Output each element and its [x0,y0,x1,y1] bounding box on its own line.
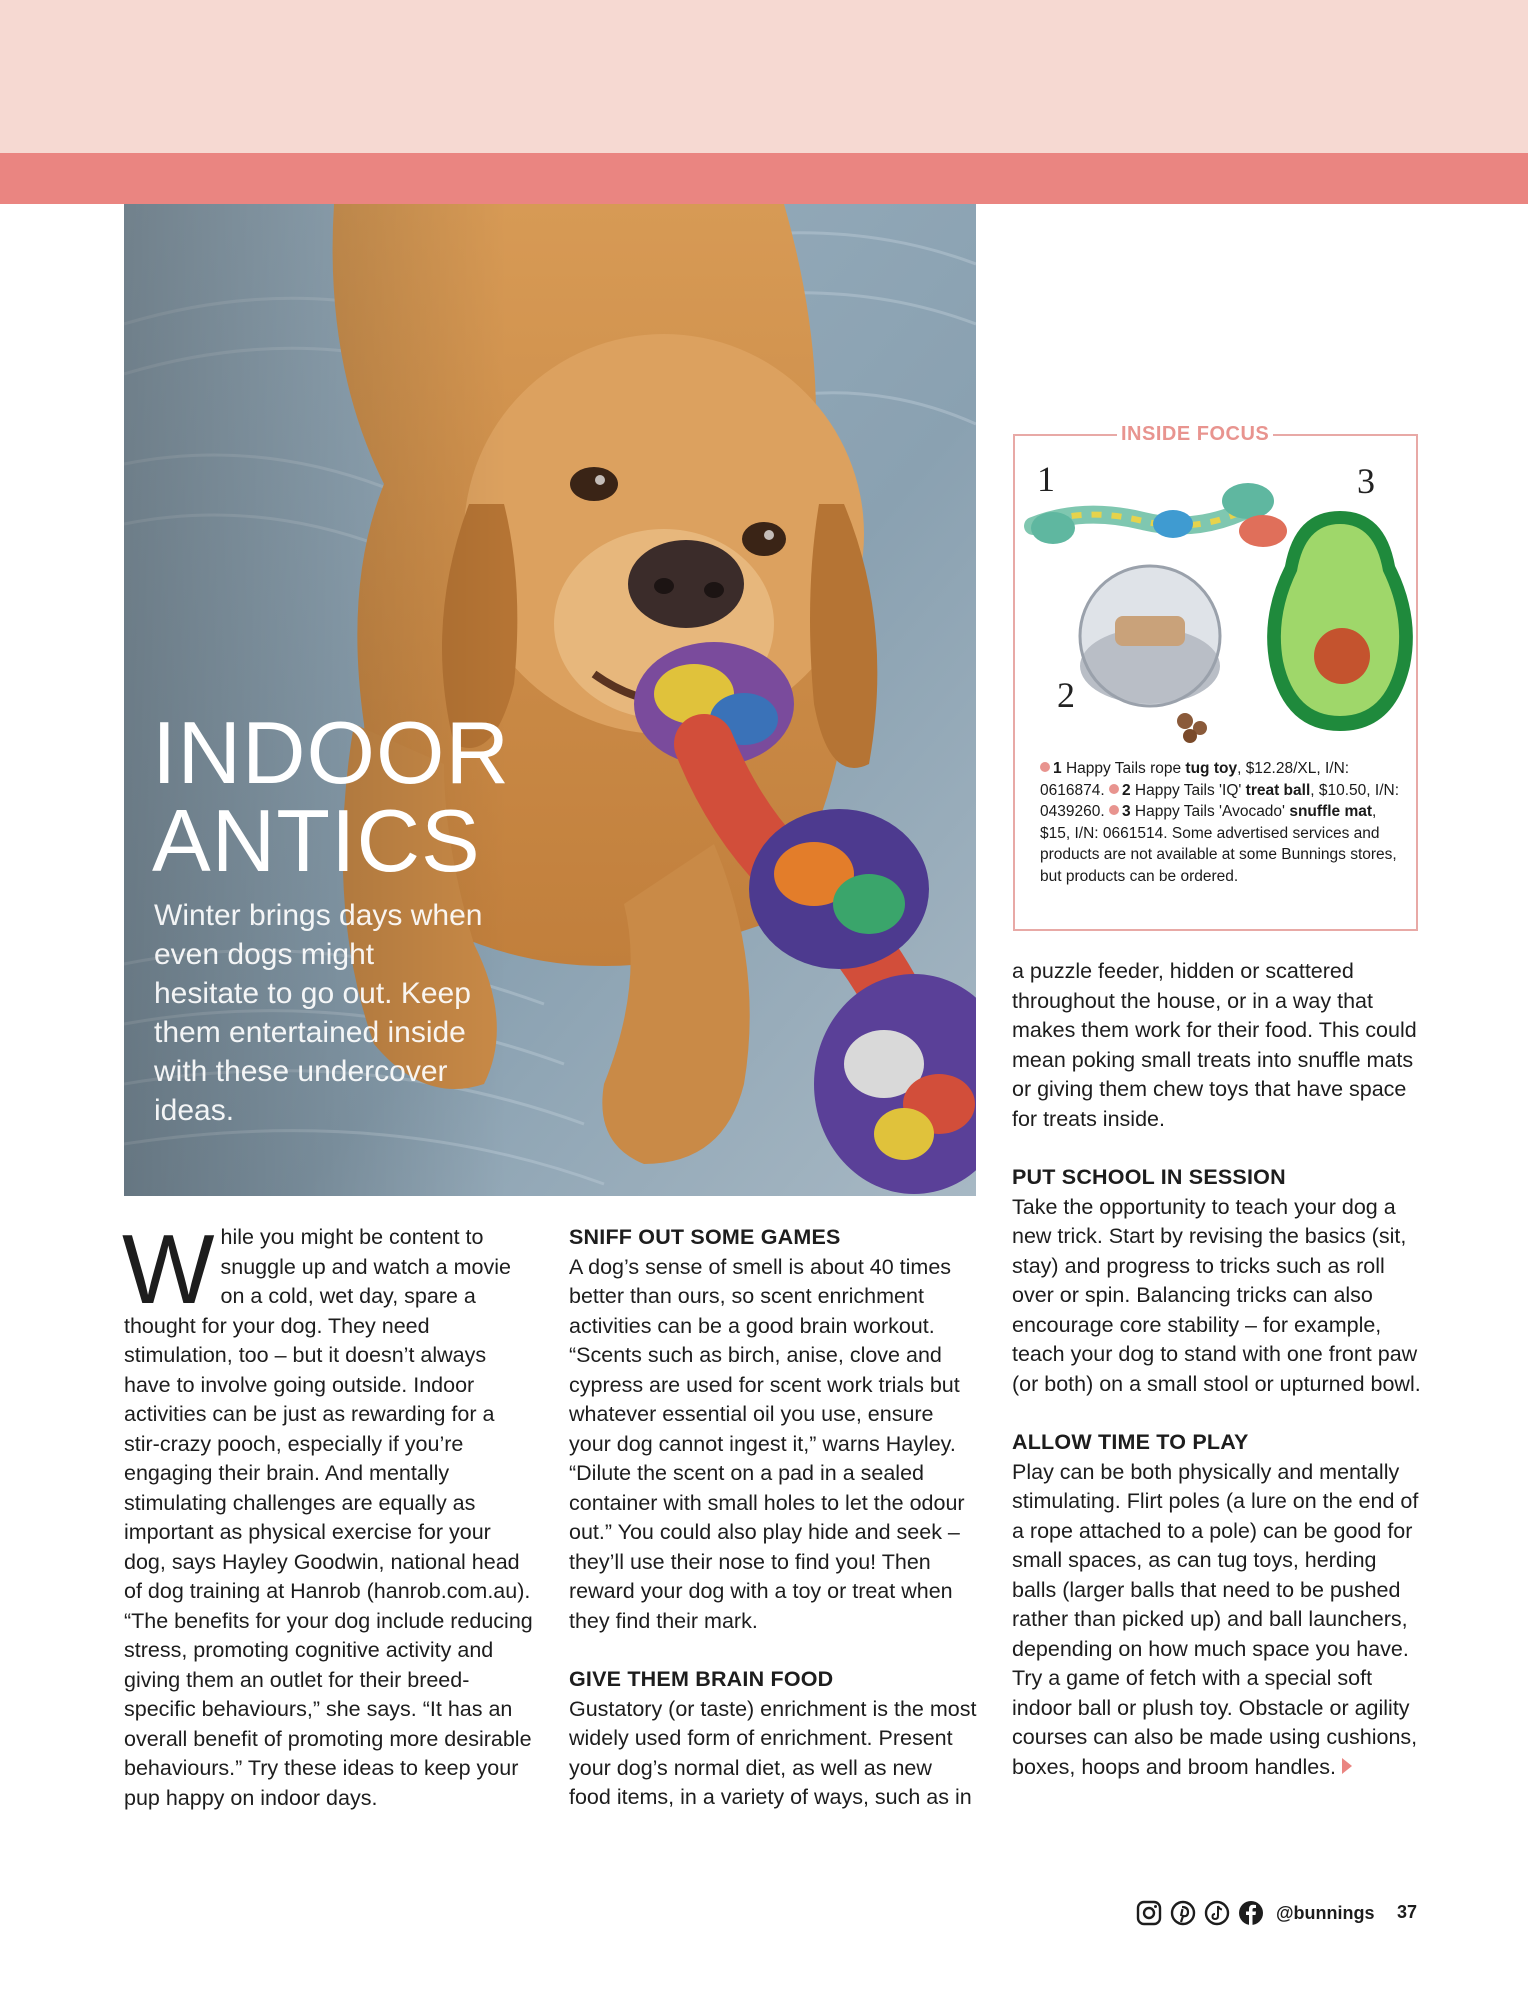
stock-disclaimer: Some advertised services and products are not available at some Bunnings stores, but products can be ordered. [1040,824,1397,885]
item-2-number: 2 [1121,781,1131,799]
section-body-play [1012,1458,1424,1783]
product-list [1040,758,1400,887]
header-band [0,0,1528,153]
drop-cap: W [122,1214,215,1324]
section-heading-school: PUT SCHOOL IN SESSION [1012,1165,1286,1189]
inside-focus-label: INSIDE FOCUS [1117,422,1273,446]
article-column-3 [1012,957,1424,1782]
item-2-name: Happy Tails 'IQ' [1134,781,1242,799]
bullet-dot-2 [1109,784,1119,794]
standfirst: Winter brings days when even dogs might hesitate to go out. Keep them entertained inside with these undercover ideas. [154,899,483,1127]
item-2-details: , $10.50, I/N: 0439260. [1040,781,1400,820]
instagram-icon[interactable] [1136,1900,1162,1926]
section-heading-brain-food: GIVE THEM BRAIN FOOD [569,1667,834,1691]
item-1-details: , $12.28/XL, I/N: 0616874. [1040,760,1350,799]
accent-stripe [0,153,1528,204]
intro-text: hile you might be content to snuggle up and watch a movie on a cold, wet day, spare a thought for your dog. They need stimulation, too – but it doesn’t always have to involve going outside. Indoor activities can be just as rewarding for a stir-crazy pooch, especially if you’re engaging their brain. And mentally stimulating challenges are equally as important as physical exercise for your dog, says Hayley Goodwin, national head of dog training at Hanrob (hanrob.com.au). “The benefits for your dog include reducing stress, promoting cognitive activity and giving them an outlet for their breed-specific behaviours,” she says. “It has an overall benefit of promoting more desirable behaviours.” Try these ideas to keep your pup happy on indoor days. [124,1225,533,1810]
page-number: 37 [1397,1902,1418,1922]
bullet-dot-1 [1040,762,1050,772]
section-body-sniff: A dog’s sense of smell is about 40 times better than ours, so scent enrichment activities can be a good brain workout. “Scents such as birch, anise, clove and cypress are used for scent work trials but whatever essential oil you use, ensure your dog cannot ingest it,” warns Hayley. “Dilute the scent on a pad in a sealed container with small holes to let the odour out.” You could also play hide and seek – they’ll use their nose to find you! Then reward your dog with a toy or treat when they find their mark. [569,1254,965,1633]
item-1-number: 1 [1053,760,1062,777]
hero-photo [124,204,976,1196]
item-3-type: snuffle mat [1289,803,1373,820]
title-line-1: INDOOR [152,703,510,802]
section-heading-sniff: SNIFF OUT SOME GAMES [569,1225,841,1249]
section-heading-play: ALLOW TIME TO PLAY [1012,1430,1249,1454]
inside-focus-box [1013,423,1418,931]
section-body-school: Take the opportunity to teach your dog a new trick. Start by revising the basics (sit, stay) and progress to tricks such as roll over or spin. Balancing tricks can also encourage core stability – for example, teach your dog to stand with one front paw (or both) on a small stool or upturned bowl. [1012,1194,1421,1396]
rope-tug-toy-image [1023,466,1293,556]
end-arrow-icon [1342,1758,1352,1774]
item-2-type: treat ball [1245,781,1311,799]
product-number-1: 1 [1037,459,1055,499]
treat-ball-image [1075,556,1235,746]
item-3-name: Happy Tails 'Avocado' [1134,803,1286,820]
product-number-3: 3 [1357,461,1375,501]
section-body-brain-food: Gustatory (or taste) enrichment is the most widely used form of enrichment. Present your dog’s normal diet, as well as new food items, in a variety of ways, such as in [569,1696,977,1809]
item-3-details: , $15, I/N: 0661514. [1040,803,1377,842]
social-links [1136,1898,1375,1928]
play-text: Play can be both physically and mentally stimulating. Flirt poles (a lure on the end of a rope attached to a pole) can be good for small spaces, as can tug toys, herding balls (larger balls that need to be pushed rather than picked up) and ball launchers, depending on how much space you have. Try a game of fetch with a special soft indoor ball or plush toy. Obstacle or agility courses can also be made using cushions, boxes, hoops and broom handles. [1012,1459,1419,1779]
tiktok-icon[interactable] [1204,1900,1230,1926]
article-column-2 [569,1223,977,1813]
page-title [152,703,510,890]
section-body-brain-food-continued: a puzzle feeder, hidden or scattered throughout the house, or in a way that makes them work for their food. This could mean poking small treats into snuffle mats or giving them chew toys that have space for treats inside. [1012,959,1417,1131]
product-number-2: 2 [1057,675,1075,715]
intro-paragraph [122,1214,534,1813]
avocado-snuffle-mat-image [1260,506,1420,736]
facebook-icon[interactable] [1238,1900,1264,1926]
item-1-type: tug toy [1185,760,1238,777]
item-3-number: 3 [1121,803,1131,820]
title-line-2: ANTICS [152,791,481,890]
social-handle[interactable]: @bunnings [1276,1902,1375,1923]
bullet-dot-3 [1109,805,1119,815]
item-1-name: Happy Tails rope [1065,760,1182,777]
article-column-1 [122,1214,534,1813]
pinterest-icon[interactable] [1170,1900,1196,1926]
